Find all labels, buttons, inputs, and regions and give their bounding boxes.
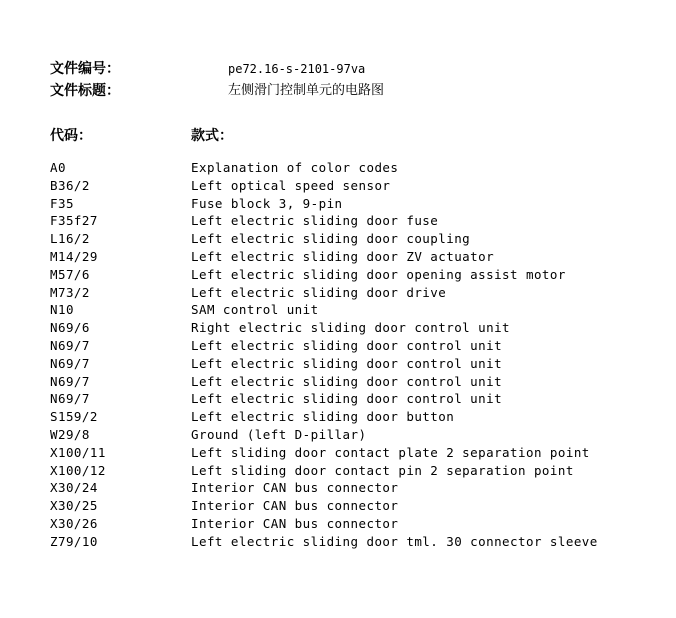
component-code: B36/2 <box>50 177 90 193</box>
component-description: Interior CAN bus connector <box>191 498 399 514</box>
component-code: N69/7 <box>50 391 90 407</box>
component-code: Z79/10 <box>50 533 98 549</box>
component-description: Left sliding door contact pin 2 separation point <box>191 462 574 478</box>
component-description: Interior CAN bus connector <box>191 515 399 531</box>
component-code: N10 <box>50 302 74 318</box>
component-description: Left electric sliding door drive <box>191 284 447 300</box>
component-description: Interior CAN bus connector <box>191 480 399 496</box>
component-code: L16/2 <box>50 231 90 247</box>
component-code: M73/2 <box>50 284 90 300</box>
component-code: X100/11 <box>50 444 106 460</box>
component-description: Left electric sliding door control unit <box>191 355 503 371</box>
document-title-label: 文件标题： <box>50 83 120 99</box>
component-description: Left electric sliding door control unit <box>191 373 503 389</box>
component-description: Right electric sliding door control unit <box>191 320 511 336</box>
component-code: N69/7 <box>50 355 90 371</box>
component-code: X100/12 <box>50 462 106 478</box>
component-code: X30/24 <box>50 480 98 496</box>
component-description: Left electric sliding door fuse <box>191 213 439 229</box>
code-column-header: 代码： <box>50 128 92 144</box>
component-description: Left electric sliding door button <box>191 409 455 425</box>
document-number-label: 文件编号： <box>50 61 120 77</box>
document-number-value: pe72.16-s-2101-97va <box>228 62 366 76</box>
component-code: M14/29 <box>50 248 98 264</box>
component-code: N69/7 <box>50 373 90 389</box>
component-description: Left sliding door contact plate 2 separation point <box>191 444 590 460</box>
component-description: Left electric sliding door opening assist motor <box>191 266 566 282</box>
component-description: Left electric sliding door control unit <box>191 391 503 407</box>
component-description: Left electric sliding door tml. 30 connector sleeve <box>191 533 598 549</box>
description-column-header: 款式： <box>191 128 233 144</box>
component-code: W29/8 <box>50 426 90 442</box>
component-code: X30/26 <box>50 515 98 531</box>
component-description: SAM control unit <box>191 302 319 318</box>
component-code: S159/2 <box>50 409 98 425</box>
component-description: Fuse block 3, 9-pin <box>191 195 343 211</box>
component-code: M57/6 <box>50 266 90 282</box>
component-description: Left electric sliding door ZV actuator <box>191 248 495 264</box>
document-title-value: 左侧滑门控制单元的电路图 <box>228 83 385 98</box>
component-description: Left electric sliding door control unit <box>191 337 503 353</box>
component-code: A0 <box>50 160 66 175</box>
component-code: N69/6 <box>50 320 90 336</box>
component-code: F35f27 <box>50 213 98 229</box>
component-description: Ground (left D-pillar) <box>191 426 367 442</box>
component-code: X30/25 <box>50 498 98 514</box>
component-code: F35 <box>50 195 74 211</box>
component-description: Explanation of color codes <box>191 160 399 175</box>
component-description: Left optical speed sensor <box>191 177 391 193</box>
component-description: Left electric sliding door coupling <box>191 231 471 247</box>
component-code: N69/7 <box>50 337 90 353</box>
